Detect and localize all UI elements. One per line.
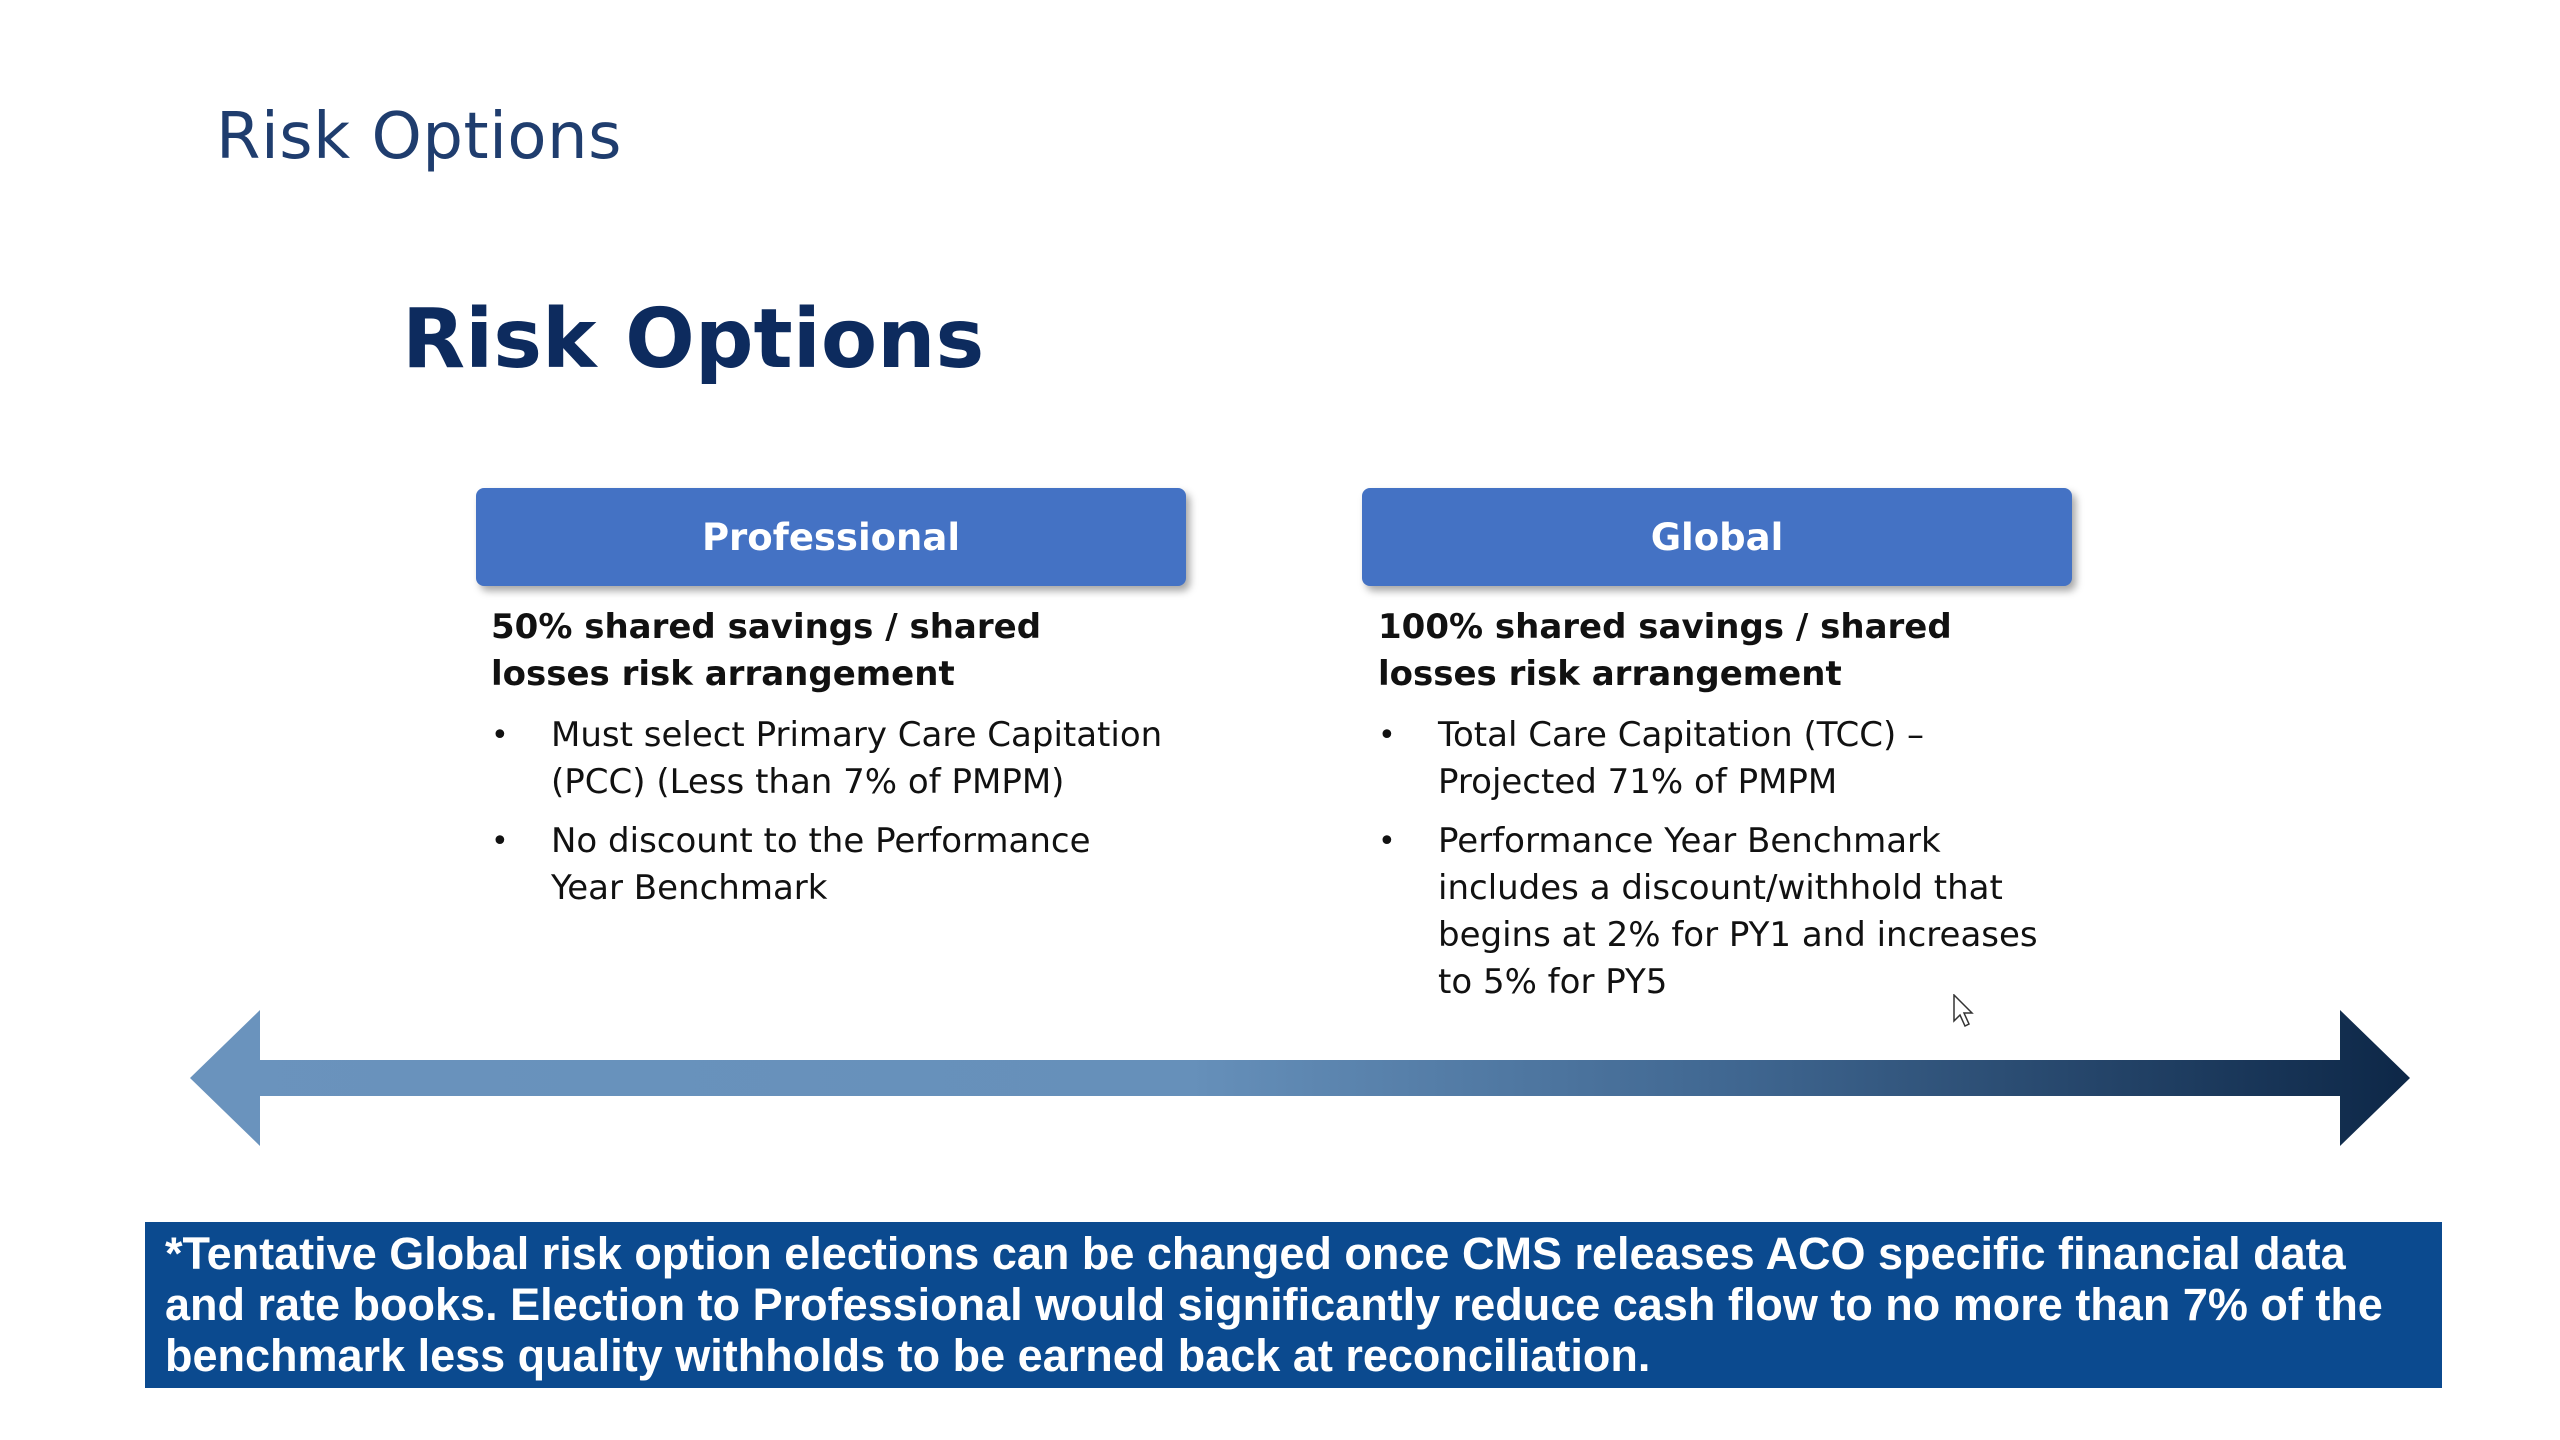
content-title: Risk Options [402,292,985,387]
bullet-text: Performance Year Benchmark includes a discount/withhold that begins at 2% for PY1 and increases to 5% for PY5 [1438,821,2038,1002]
slide-header-title: Risk Options [216,100,622,174]
bullet-icon: • [491,824,509,859]
double-headed-arrow-icon [190,1008,2410,1148]
bullet-text: No discount to the Performance Year Benchmark [551,821,1091,908]
professional-option-header: Professional [476,488,1186,586]
global-bullet-list [1378,712,2058,1006]
bullet-text: Total Care Capitation (TCC) – Projected 71% of PMPM [1438,715,1925,802]
bullet-icon: • [1378,824,1396,859]
global-summary: 100% shared savings / shared losses risk arrangement [1378,607,1952,694]
bullet-text: Must select Primary Care Capitation (PCC) (Less than 7% of PMPM) [551,715,1163,802]
global-option-body [1378,604,2058,1018]
bullet-icon: • [491,718,509,753]
global-option-header: Global [1362,488,2072,586]
list-item [1378,712,2058,806]
list-item [1378,818,2058,1006]
bullet-icon: • [1378,718,1396,753]
mouse-pointer-icon [1953,994,1975,1028]
footnote-text: *Tentative Global risk option elections can be changed once CMS releases ACO specific financial data and rate books. Election to Professional would significantly reduce cash flow to no more than 7% of the benchmark less quality withholds to be earned back at reconciliation. [165,1228,2383,1381]
footnote-box [145,1222,2442,1388]
list-item [491,712,1171,806]
professional-option-body [491,604,1171,924]
professional-summary: 50% shared savings / shared losses risk arrangement [491,607,1042,694]
professional-bullet-list [491,712,1171,912]
list-item [491,818,1171,912]
